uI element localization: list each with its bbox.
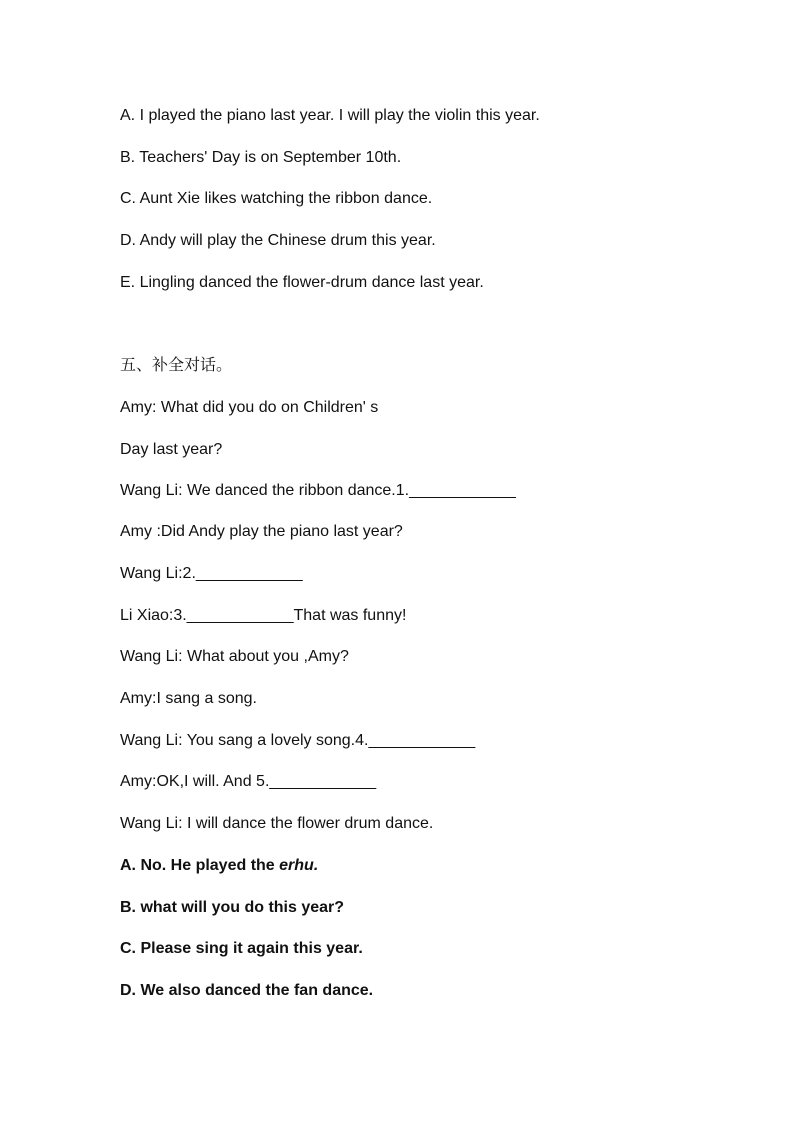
dialogue-line-7: Wang Li: What about you ,Amy?	[120, 648, 349, 665]
dialogue-line-8: Amy:I sang a song.	[120, 690, 257, 707]
choice-a-italic: erhu.	[279, 857, 319, 874]
dialogue-line-1: Amy: What did you do on Children' s	[120, 399, 379, 416]
option-e: E. Lingling danced the flower-drum dance last year.	[120, 274, 484, 291]
option-c: C. Aunt Xie likes watching the ribbon dance.	[120, 190, 433, 207]
dialogue-line-2: Day last year?	[120, 441, 223, 458]
option-b: B. Teachers' Day is on September 10th.	[120, 149, 402, 166]
choice-b: B. what will you do this year?	[120, 899, 345, 916]
choice-a-text: A. No. He played the	[120, 857, 280, 874]
option-d: D. Andy will play the Chinese drum this year.	[120, 232, 436, 249]
choice-d: D. We also danced the fan dance.	[120, 982, 374, 999]
dialogue-line-9: Wang Li: You sang a lovely song.4.____________	[120, 732, 476, 749]
dialogue-line-3: Wang Li: We danced the ribbon dance.1.____________	[120, 482, 516, 499]
section-title: 五、补全对话。	[120, 357, 233, 374]
dialogue-line-11: Wang Li: I will dance the flower drum dance.	[120, 815, 434, 832]
dialogue-line-10: Amy:OK,I will. And 5.____________	[120, 773, 377, 790]
dialogue-line-4: Amy :Did Andy play the piano last year?	[120, 523, 403, 540]
option-a: A. I played the piano last year. I will play the violin this year.	[120, 107, 540, 124]
choice-a	[120, 856, 318, 876]
dialogue-line-5: Wang Li:2.____________	[120, 565, 303, 582]
choice-c: C. Please sing it again this year.	[120, 940, 363, 957]
dialogue-line-6: Li Xiao:3.____________That was funny!	[120, 607, 407, 624]
